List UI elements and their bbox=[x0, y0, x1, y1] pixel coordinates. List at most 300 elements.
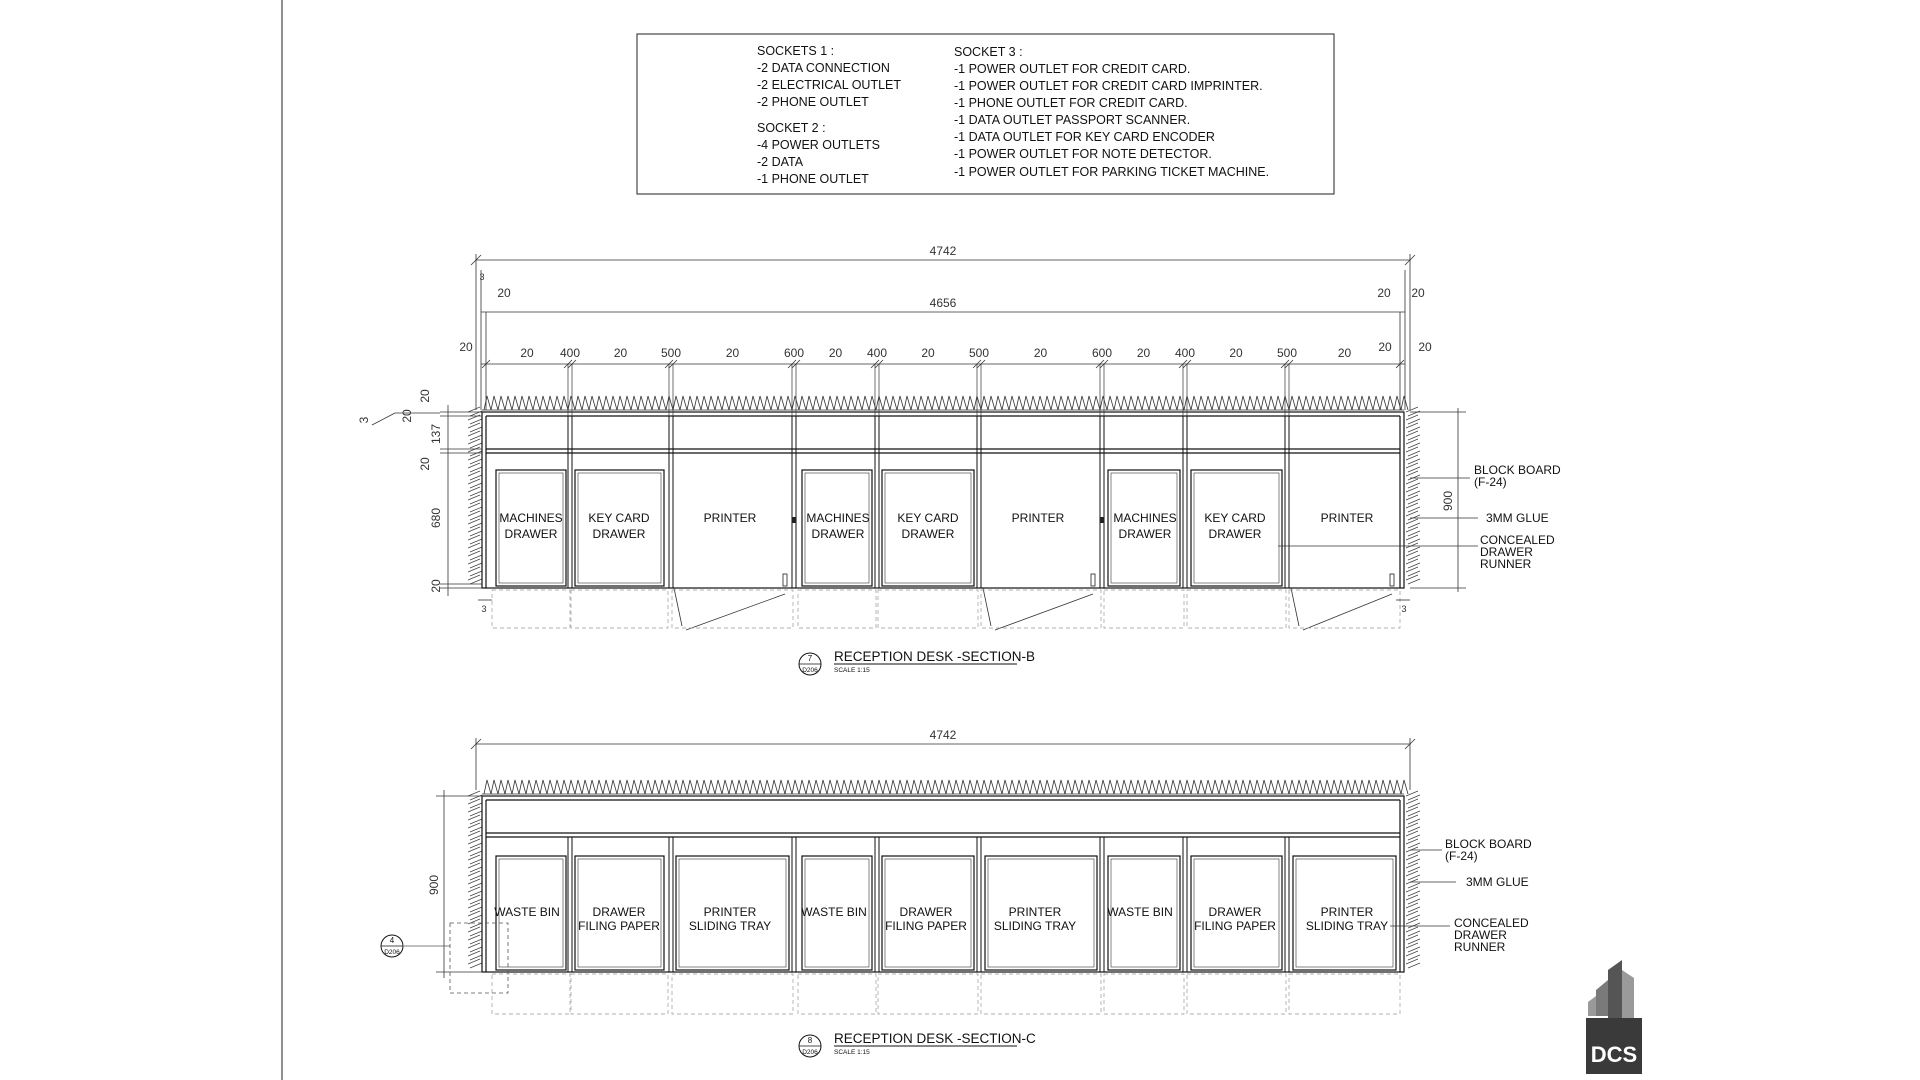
hatch-mark bbox=[519, 780, 526, 794]
edge-dim-text: 20 bbox=[497, 286, 511, 300]
hatch-mark bbox=[1373, 780, 1380, 794]
side-hatch-mark bbox=[468, 575, 482, 584]
socket-3-item: -1 POWER OUTLET FOR NOTE DETECTOR. bbox=[954, 147, 1212, 161]
side-hatch-mark bbox=[468, 943, 482, 952]
socket-3-title: SOCKET 3 : bbox=[954, 45, 1023, 59]
hatch-mark bbox=[1387, 396, 1394, 410]
hatch-mark bbox=[1184, 396, 1191, 410]
side-hatch-mark bbox=[1406, 407, 1420, 416]
hatch-mark bbox=[1177, 780, 1184, 794]
compartment-label: DRAWER bbox=[811, 527, 865, 541]
hatch-mark bbox=[1191, 396, 1198, 410]
hatch-mark bbox=[1135, 780, 1142, 794]
hatch-mark bbox=[1380, 396, 1387, 410]
section-c-title-block bbox=[799, 1031, 1036, 1057]
hatch-mark bbox=[1359, 396, 1366, 410]
hatch-mark bbox=[1359, 780, 1366, 794]
hatch-mark bbox=[708, 396, 715, 410]
hatch-mark bbox=[610, 780, 617, 794]
compartment-label: PRINTER bbox=[1320, 905, 1374, 919]
plinth-hidden-line bbox=[571, 974, 668, 1014]
section-tag-sheet: D206 bbox=[802, 1049, 818, 1056]
hatch-mark bbox=[1149, 396, 1156, 410]
side-hatch-mark bbox=[1406, 511, 1420, 520]
hatch-mark bbox=[1114, 396, 1121, 410]
drawer-fronts bbox=[496, 470, 1394, 630]
hatch-mark bbox=[743, 396, 750, 410]
left-dim-text: 20 bbox=[429, 579, 443, 593]
hatch-mark bbox=[540, 396, 547, 410]
side-hatch-mark bbox=[1406, 823, 1420, 832]
sockets-1-title: SOCKETS 1 : bbox=[757, 44, 835, 58]
hatch-mark bbox=[491, 396, 498, 410]
side-hatch-mark bbox=[1406, 503, 1420, 512]
side-hatch-mark bbox=[1406, 887, 1420, 896]
side-hatch-mark bbox=[1406, 479, 1420, 488]
sockets-1-item: -2 ELECTRICAL OUTLET bbox=[757, 78, 902, 92]
plinth-hidden-line bbox=[1289, 974, 1400, 1014]
door-swing-line bbox=[983, 588, 991, 626]
hatch-mark bbox=[1275, 396, 1282, 410]
hatch-mark bbox=[1086, 396, 1093, 410]
hatch-mark bbox=[1275, 780, 1282, 794]
compartment-label: PRINTER bbox=[1011, 511, 1065, 525]
side-hatch-mark bbox=[1406, 863, 1420, 872]
hatch-mark bbox=[603, 396, 610, 410]
hatch-mark bbox=[484, 396, 491, 410]
plinth-hidden-line bbox=[672, 590, 793, 628]
hatch-mark bbox=[862, 396, 869, 410]
side-hatch-mark bbox=[1406, 919, 1420, 928]
hatch-mark bbox=[988, 396, 995, 410]
hatch-mark bbox=[792, 780, 799, 794]
hatch-mark bbox=[582, 396, 589, 410]
side-hatch-mark bbox=[468, 471, 482, 480]
hatch-mark bbox=[715, 396, 722, 410]
hatch-mark bbox=[617, 780, 624, 794]
hidden-lines bbox=[492, 974, 1400, 1014]
side-hatch-mark bbox=[468, 495, 482, 504]
hatch-mark bbox=[946, 780, 953, 794]
compartment-label: PRINTER bbox=[703, 511, 757, 525]
hatch-mark bbox=[1128, 780, 1135, 794]
socket-2-item: -1 PHONE OUTLET bbox=[757, 172, 869, 186]
side-hatch-mark bbox=[1406, 855, 1420, 864]
compartment-label: FILING PAPER bbox=[885, 919, 967, 933]
handle-mark bbox=[1100, 517, 1104, 523]
hatch-mark bbox=[1338, 780, 1345, 794]
sockets-1-item: -2 DATA CONNECTION bbox=[757, 61, 890, 75]
hatch-mark bbox=[1149, 780, 1156, 794]
hatch-mark bbox=[1296, 780, 1303, 794]
door-swing-line bbox=[1303, 594, 1392, 630]
hatch-mark bbox=[1310, 780, 1317, 794]
side-hatch-mark bbox=[468, 487, 482, 496]
countertop-edge-hatch bbox=[468, 780, 1420, 968]
left-dim-text: 20 bbox=[418, 389, 432, 403]
hatch-mark bbox=[1296, 396, 1303, 410]
hatch-mark bbox=[1240, 780, 1247, 794]
side-hatch-mark bbox=[1406, 559, 1420, 568]
door-stop bbox=[1091, 574, 1095, 586]
section-tag-sheet: D206 bbox=[802, 667, 818, 674]
door-swing-line bbox=[1291, 588, 1299, 626]
plinth-hidden-line bbox=[878, 974, 978, 1014]
hatch-mark bbox=[918, 396, 925, 410]
hatch-mark bbox=[757, 396, 764, 410]
hatch-mark bbox=[792, 396, 799, 410]
hatch-mark bbox=[1030, 780, 1037, 794]
hatch-mark bbox=[1198, 396, 1205, 410]
door-stop bbox=[1390, 574, 1394, 586]
hatch-mark bbox=[498, 396, 505, 410]
socket-3-item: -1 POWER OUTLET FOR CREDIT CARD IMPRINTER. bbox=[954, 79, 1263, 93]
hatch-mark bbox=[904, 780, 911, 794]
hatch-mark bbox=[1261, 780, 1268, 794]
side-hatch-mark bbox=[468, 503, 482, 512]
left-dim-text: 20 bbox=[418, 457, 432, 471]
left-dim-text: 900 bbox=[427, 874, 441, 896]
compartment-label: DRAWER bbox=[504, 527, 558, 541]
hatch-mark bbox=[638, 780, 645, 794]
socket-2-item: -4 POWER OUTLETS bbox=[757, 138, 880, 152]
hatch-mark bbox=[624, 780, 631, 794]
compartment-label: DRAWER bbox=[1118, 527, 1172, 541]
callout-runner: DRAWER bbox=[1454, 928, 1507, 942]
hatch-mark bbox=[589, 396, 596, 410]
hatch-mark bbox=[1268, 396, 1275, 410]
hatch-mark bbox=[1268, 780, 1275, 794]
side-hatch-mark bbox=[468, 567, 482, 576]
hatch-mark bbox=[582, 780, 589, 794]
hatch-mark bbox=[1317, 780, 1324, 794]
hatch-mark bbox=[953, 780, 960, 794]
hatch-mark bbox=[1310, 396, 1317, 410]
hatch-mark bbox=[939, 780, 946, 794]
hatch-mark bbox=[631, 780, 638, 794]
hatch-mark bbox=[1107, 780, 1114, 794]
plinth-hidden-line bbox=[878, 590, 978, 628]
hatch-mark bbox=[1065, 396, 1072, 410]
hatch-mark bbox=[1338, 396, 1345, 410]
hatch-mark bbox=[918, 780, 925, 794]
hatch-mark bbox=[512, 780, 519, 794]
side-hatch-mark bbox=[1406, 791, 1420, 800]
hatch-mark bbox=[883, 396, 890, 410]
side-hatch-mark bbox=[468, 807, 482, 816]
bay-dim-text: 500 bbox=[1276, 346, 1298, 360]
side-hatch-mark bbox=[468, 863, 482, 872]
side-hatch-mark bbox=[468, 479, 482, 488]
hatch-mark bbox=[1086, 780, 1093, 794]
callout-runner: RUNNER bbox=[1454, 940, 1506, 954]
side-hatch-mark bbox=[1406, 847, 1420, 856]
hatch-mark bbox=[1142, 396, 1149, 410]
hatch-mark bbox=[1247, 396, 1254, 410]
side-hatch-mark bbox=[468, 815, 482, 824]
bay-dim-text: 20 bbox=[1337, 346, 1352, 360]
hatch-mark bbox=[1037, 396, 1044, 410]
detail-tag-number: 4 bbox=[389, 936, 395, 945]
bay-dim-text: 20 bbox=[828, 346, 843, 360]
hatch-mark bbox=[1009, 396, 1016, 410]
hatch-mark bbox=[729, 780, 736, 794]
hatch-mark bbox=[799, 396, 806, 410]
hatch-mark bbox=[848, 780, 855, 794]
hatch-mark bbox=[834, 780, 841, 794]
compartment-label: DRAWER bbox=[1208, 527, 1262, 541]
side-hatch-mark bbox=[1406, 495, 1420, 504]
hatch-mark bbox=[1023, 780, 1030, 794]
side-hatch-mark bbox=[468, 431, 482, 440]
hatch-mark bbox=[1352, 396, 1359, 410]
hatch-mark bbox=[652, 780, 659, 794]
hatch-mark bbox=[1289, 780, 1296, 794]
hatch-mark bbox=[652, 396, 659, 410]
side-hatch-mark bbox=[468, 871, 482, 880]
bottom-dim-text: 3 bbox=[481, 604, 487, 614]
hatch-mark bbox=[1317, 396, 1324, 410]
hatch-mark bbox=[820, 396, 827, 410]
hatch-mark bbox=[743, 780, 750, 794]
side-hatch-mark bbox=[468, 407, 482, 416]
hatch-mark bbox=[680, 780, 687, 794]
plinth-hidden-line bbox=[571, 590, 668, 628]
plinth-hidden-line bbox=[981, 974, 1101, 1014]
side-hatch-mark bbox=[1406, 551, 1420, 560]
hatch-mark bbox=[1331, 780, 1338, 794]
desk-carcass bbox=[482, 412, 1404, 588]
hatch-mark bbox=[638, 396, 645, 410]
side-hatch-mark bbox=[468, 911, 482, 920]
side-hatch-mark bbox=[1406, 871, 1420, 880]
hatch-mark bbox=[540, 780, 547, 794]
compartment-label: DRAWER bbox=[1208, 905, 1262, 919]
side-hatch-mark bbox=[468, 935, 482, 944]
plinth-hidden-line bbox=[981, 590, 1101, 628]
hatch-mark bbox=[589, 780, 596, 794]
hatch-mark bbox=[981, 396, 988, 410]
hatch-mark bbox=[904, 396, 911, 410]
side-hatch-mark bbox=[468, 959, 482, 968]
hatch-mark bbox=[820, 780, 827, 794]
hatch-mark bbox=[757, 780, 764, 794]
hatch-mark bbox=[1156, 396, 1163, 410]
hatch-mark bbox=[813, 396, 820, 410]
hatch-mark bbox=[855, 396, 862, 410]
callout-runner: DRAWER bbox=[1480, 545, 1533, 559]
hatch-mark bbox=[1352, 780, 1359, 794]
side-hatch-mark bbox=[468, 903, 482, 912]
hatch-mark bbox=[505, 396, 512, 410]
bay-dim-text: 400 bbox=[1174, 346, 1196, 360]
hatch-mark bbox=[932, 780, 939, 794]
compartment-label: SLIDING TRAY bbox=[688, 919, 772, 933]
hatch-mark bbox=[554, 396, 561, 410]
side-hatch-mark bbox=[1406, 903, 1420, 912]
overall-dim-text: 4742 bbox=[929, 728, 957, 742]
hatch-mark bbox=[1072, 780, 1079, 794]
section-c-elevation bbox=[381, 728, 1532, 1057]
hatch-mark bbox=[1002, 780, 1009, 794]
side-hatch-mark bbox=[1406, 527, 1420, 536]
hatch-mark bbox=[666, 396, 673, 410]
hatch-mark bbox=[568, 780, 575, 794]
hatch-mark bbox=[1226, 396, 1233, 410]
hatch-mark bbox=[1037, 780, 1044, 794]
hatch-mark bbox=[575, 780, 582, 794]
bay-dim-text: 20 bbox=[520, 346, 534, 360]
hatch-mark bbox=[512, 396, 519, 410]
hatch-mark bbox=[1401, 780, 1408, 794]
section-b-scale: SCALE 1:15 bbox=[834, 667, 870, 674]
compartment-labels bbox=[499, 511, 1373, 541]
bay-dim-text: 600 bbox=[1091, 346, 1113, 360]
hatch-mark bbox=[491, 780, 498, 794]
compartment-label: WASTE BIN bbox=[1107, 905, 1173, 919]
hatch-mark bbox=[925, 780, 932, 794]
hatch-mark bbox=[1058, 396, 1065, 410]
inner-dim-text: 4656 bbox=[929, 296, 957, 310]
hatch-mark bbox=[596, 396, 603, 410]
hatch-mark bbox=[764, 396, 771, 410]
hatch-mark bbox=[785, 396, 792, 410]
hatch-mark bbox=[736, 396, 743, 410]
hatch-mark bbox=[1100, 780, 1107, 794]
hatch-mark bbox=[1324, 396, 1331, 410]
section-b-title: RECEPTION DESK -SECTION-B bbox=[834, 649, 1036, 664]
detail-reference-marker bbox=[381, 923, 508, 993]
plinth-hidden-line bbox=[1104, 590, 1184, 628]
hatch-mark bbox=[715, 780, 722, 794]
hatch-mark bbox=[1016, 780, 1023, 794]
socket-3-item: -1 PHONE OUTLET FOR CREDIT CARD. bbox=[954, 96, 1188, 110]
side-hatch-mark bbox=[468, 543, 482, 552]
edge-dim-text: 20 bbox=[1377, 286, 1391, 300]
side-hatch-mark bbox=[468, 527, 482, 536]
hatch-mark bbox=[771, 780, 778, 794]
section-tag-number: 7 bbox=[807, 654, 813, 663]
hatch-mark bbox=[687, 396, 694, 410]
hatch-mark bbox=[1044, 396, 1051, 410]
section-tag-number: 8 bbox=[807, 1036, 813, 1045]
side-hatch-mark bbox=[1406, 815, 1420, 824]
compartment-label: MACHINES bbox=[806, 511, 870, 525]
compartment-label: KEY CARD bbox=[897, 511, 959, 525]
hatch-mark bbox=[974, 780, 981, 794]
hatch-mark bbox=[547, 396, 554, 410]
side-hatch-mark bbox=[1406, 575, 1420, 584]
side-hatch-mark bbox=[1406, 439, 1420, 448]
compartment-label: WASTE BIN bbox=[801, 905, 867, 919]
hatch-mark bbox=[505, 780, 512, 794]
hatch-mark bbox=[967, 780, 974, 794]
sockets-1-item: -2 PHONE OUTLET bbox=[757, 95, 869, 109]
compartment-labels bbox=[494, 905, 1388, 933]
compartment-label: DRAWER bbox=[592, 905, 646, 919]
edge-dim-text: 20 bbox=[1378, 340, 1392, 354]
hatch-mark bbox=[1114, 780, 1121, 794]
inner-dimension bbox=[481, 270, 1405, 410]
hatch-mark bbox=[533, 780, 540, 794]
bay-dim-text: 500 bbox=[660, 346, 682, 360]
plinth-hidden-line bbox=[798, 590, 876, 628]
plinth-hidden-line bbox=[672, 974, 793, 1014]
side-hatch-mark bbox=[468, 799, 482, 808]
compartment-partitions bbox=[482, 360, 1404, 588]
side-hatch-mark bbox=[1406, 487, 1420, 496]
left-vertical-dimensions bbox=[372, 405, 482, 596]
hatch-mark bbox=[1100, 396, 1107, 410]
hatch-mark bbox=[1079, 780, 1086, 794]
side-hatch-mark bbox=[1406, 879, 1420, 888]
callout-glue: 3MM GLUE bbox=[1486, 511, 1549, 525]
hatch-mark bbox=[701, 396, 708, 410]
compartment-label: SLIDING TRAY bbox=[1305, 919, 1389, 933]
hatch-mark bbox=[729, 396, 736, 410]
hatch-mark bbox=[890, 780, 897, 794]
plinth-hidden-line bbox=[492, 590, 570, 628]
hatch-mark bbox=[1184, 780, 1191, 794]
side-hatch-mark bbox=[1406, 799, 1420, 808]
side-hatch-mark bbox=[468, 951, 482, 960]
callout-glue: 3MM GLUE bbox=[1466, 875, 1529, 889]
bay-dim-text: 20 bbox=[613, 346, 628, 360]
socket-3-item: -1 POWER OUTLET FOR CREDIT CARD. bbox=[954, 62, 1191, 76]
side-hatch-mark bbox=[1406, 895, 1420, 904]
hatch-mark bbox=[673, 396, 680, 410]
plinth-hidden-line bbox=[798, 974, 876, 1014]
door-swing-line bbox=[674, 588, 682, 626]
callout-runner: CONCEALED bbox=[1454, 916, 1529, 930]
hatch-mark bbox=[561, 780, 568, 794]
compartment-label: MACHINES bbox=[1113, 511, 1177, 525]
hatch-mark bbox=[834, 396, 841, 410]
hatch-mark bbox=[1016, 396, 1023, 410]
overall-dim-text: 4742 bbox=[929, 244, 957, 258]
compartment-label: PRINTER bbox=[1320, 511, 1374, 525]
side-hatch-mark bbox=[468, 879, 482, 888]
hatch-mark bbox=[1156, 780, 1163, 794]
side-hatch-mark bbox=[1406, 423, 1420, 432]
hatch-mark bbox=[1345, 780, 1352, 794]
plinth-hidden-line bbox=[492, 974, 570, 1014]
overall-dimension bbox=[471, 254, 1415, 410]
hatch-mark bbox=[1030, 396, 1037, 410]
side-hatch-mark bbox=[468, 839, 482, 848]
hatch-mark bbox=[561, 396, 568, 410]
callout-runner: CONCEALED bbox=[1480, 533, 1555, 547]
hatch-mark bbox=[1324, 780, 1331, 794]
hatch-mark bbox=[897, 780, 904, 794]
left-dim-text: 680 bbox=[429, 507, 443, 529]
hatch-mark bbox=[645, 396, 652, 410]
side-hatch-mark bbox=[468, 895, 482, 904]
callout-runner: RUNNER bbox=[1480, 557, 1532, 571]
hatch-mark bbox=[995, 780, 1002, 794]
side-hatch-mark bbox=[1406, 543, 1420, 552]
compartment-label: FILING PAPER bbox=[578, 919, 660, 933]
side-hatch-mark bbox=[1406, 831, 1420, 840]
hatch-mark bbox=[722, 780, 729, 794]
hatch-mark bbox=[1051, 780, 1058, 794]
hatch-mark bbox=[1247, 780, 1254, 794]
hatch-mark bbox=[1135, 396, 1142, 410]
hatch-mark bbox=[1394, 780, 1401, 794]
hatch-mark bbox=[911, 396, 918, 410]
side-hatch-mark bbox=[468, 831, 482, 840]
hatch-mark bbox=[1205, 396, 1212, 410]
